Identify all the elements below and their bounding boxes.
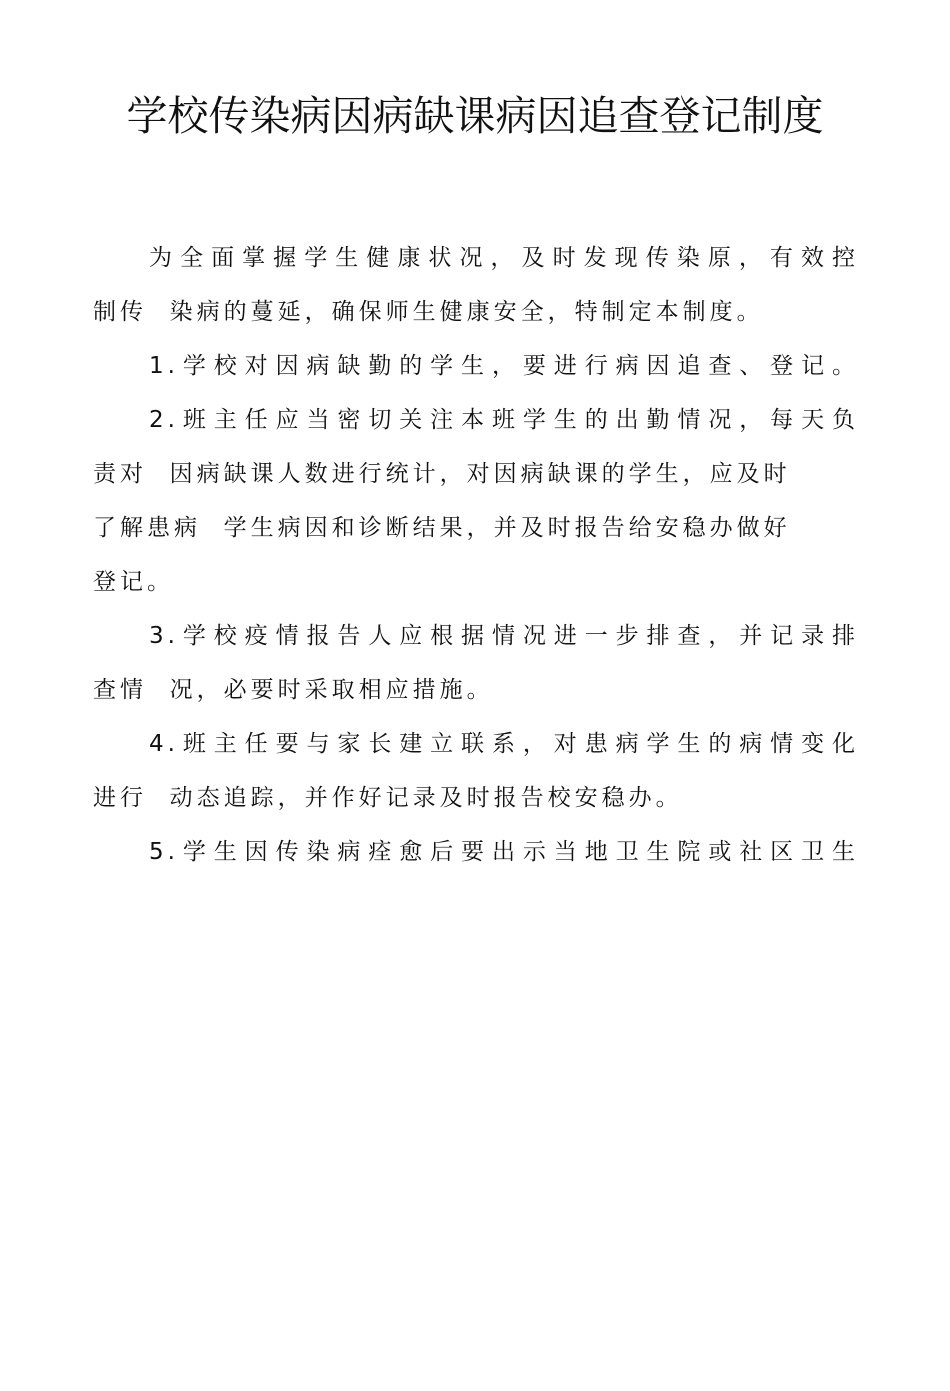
paragraph-line: 责对 因病缺课人数进行统计，对因病缺课的学生，应及时 xyxy=(93,461,791,487)
paragraph-line: 进行 动态追踪，并作好记录及时报告校安稳办。 xyxy=(93,785,683,811)
document-body xyxy=(93,231,859,879)
document-title: 学校传染病因病缺课病因追查登记制度 xyxy=(126,92,824,140)
paragraph-line: 3.学校疫情报告人应根据情况进一步排查，并记录排 xyxy=(149,623,859,649)
paragraph-line: 登记。 xyxy=(93,569,174,595)
paragraph-line: 1.学校对因病缺勤的学生，要进行病因追查、登记。 xyxy=(149,353,859,379)
paragraph-line: 了解患病 学生病因和诊断结果，并及时报告给安稳办做好 xyxy=(93,515,791,541)
paragraph-line: 查情 况，必要时采取相应措施。 xyxy=(93,677,494,703)
paragraph-line: 为全面掌握学生健康状况，及时发现传染原，有效控 xyxy=(149,245,859,271)
paragraph-line: 4.班主任要与家长建立联系，对患病学生的病情变化 xyxy=(149,731,859,757)
paragraph-line: 5.学生因传染病痊愈后要出示当地卫生院或社区卫生 xyxy=(149,839,859,865)
paragraph-line: 2.班主任应当密切关注本班学生的出勤情况，每天负 xyxy=(149,407,859,433)
paragraph-line: 制传 染病的蔓延，确保师生健康安全，特制定本制度。 xyxy=(93,299,764,325)
